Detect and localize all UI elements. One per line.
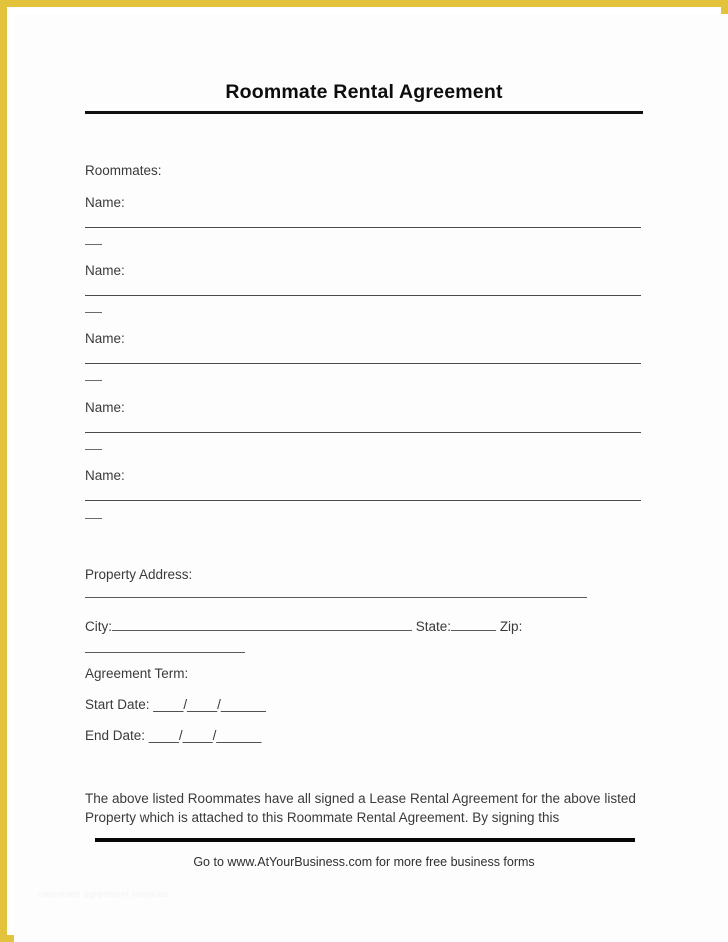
roommate-1-name-label: Name: xyxy=(85,195,125,210)
title-block xyxy=(85,82,643,103)
roommate-5-name-label: Name: xyxy=(85,468,125,483)
footer-text: Go to www.AtYourBusiness.com for more free business forms xyxy=(193,855,535,869)
start-date-value[interactable]: ____/____/______ xyxy=(153,697,266,712)
roommate-1-dash-mark xyxy=(85,244,102,245)
start-date-row xyxy=(85,697,266,713)
end-date-row xyxy=(85,728,261,744)
roommate-3-dash-mark xyxy=(85,380,102,381)
roommate-4-dash-mark xyxy=(85,449,102,450)
roommate-2-dash-mark xyxy=(85,312,102,313)
state-label: State: xyxy=(415,618,452,634)
title-divider xyxy=(85,111,643,114)
roommate-3-name-label: Name: xyxy=(85,331,125,346)
roommate-2-name-label: Name: xyxy=(85,263,125,278)
city-input-blank[interactable] xyxy=(112,617,412,631)
roommate-5-name-rule[interactable] xyxy=(85,500,641,501)
zip-label: Zip: xyxy=(499,618,523,634)
roommate-4-name-rule[interactable] xyxy=(85,432,641,433)
roommates-heading: Roommates: xyxy=(85,163,162,178)
roommate-4-name-label: Name: xyxy=(85,400,125,415)
property-address-label: Property Address: xyxy=(85,567,193,582)
footer-divider xyxy=(95,838,635,842)
closing-paragraph: The above listed Roommates have all signed a Lease Rental Agreement for the above listed Property which is attached to this Roommate Rental Agreement. By signing this xyxy=(85,791,636,826)
page-title: Roommate Rental Agreement xyxy=(225,81,503,103)
state-input-blank[interactable] xyxy=(451,617,496,631)
roommate-5-dash-mark xyxy=(85,518,102,519)
end-date-value[interactable]: ____/____/______ xyxy=(148,728,262,743)
roommate-2-name-rule[interactable] xyxy=(85,295,641,296)
roommate-1-name-rule[interactable] xyxy=(85,227,641,228)
roommate-3-name-rule[interactable] xyxy=(85,363,641,364)
document-body xyxy=(85,0,643,928)
city-state-zip-line xyxy=(85,617,522,635)
end-date-label: End Date: xyxy=(85,728,146,743)
scan-watermark: roommate agreement template xyxy=(38,889,170,899)
agreement-term-heading: Agreement Term: xyxy=(85,666,189,681)
zip-input-blank[interactable] xyxy=(85,652,245,653)
start-date-label: Start Date: xyxy=(85,697,150,712)
city-label: City: xyxy=(85,618,112,634)
property-address-rule[interactable] xyxy=(85,597,587,598)
